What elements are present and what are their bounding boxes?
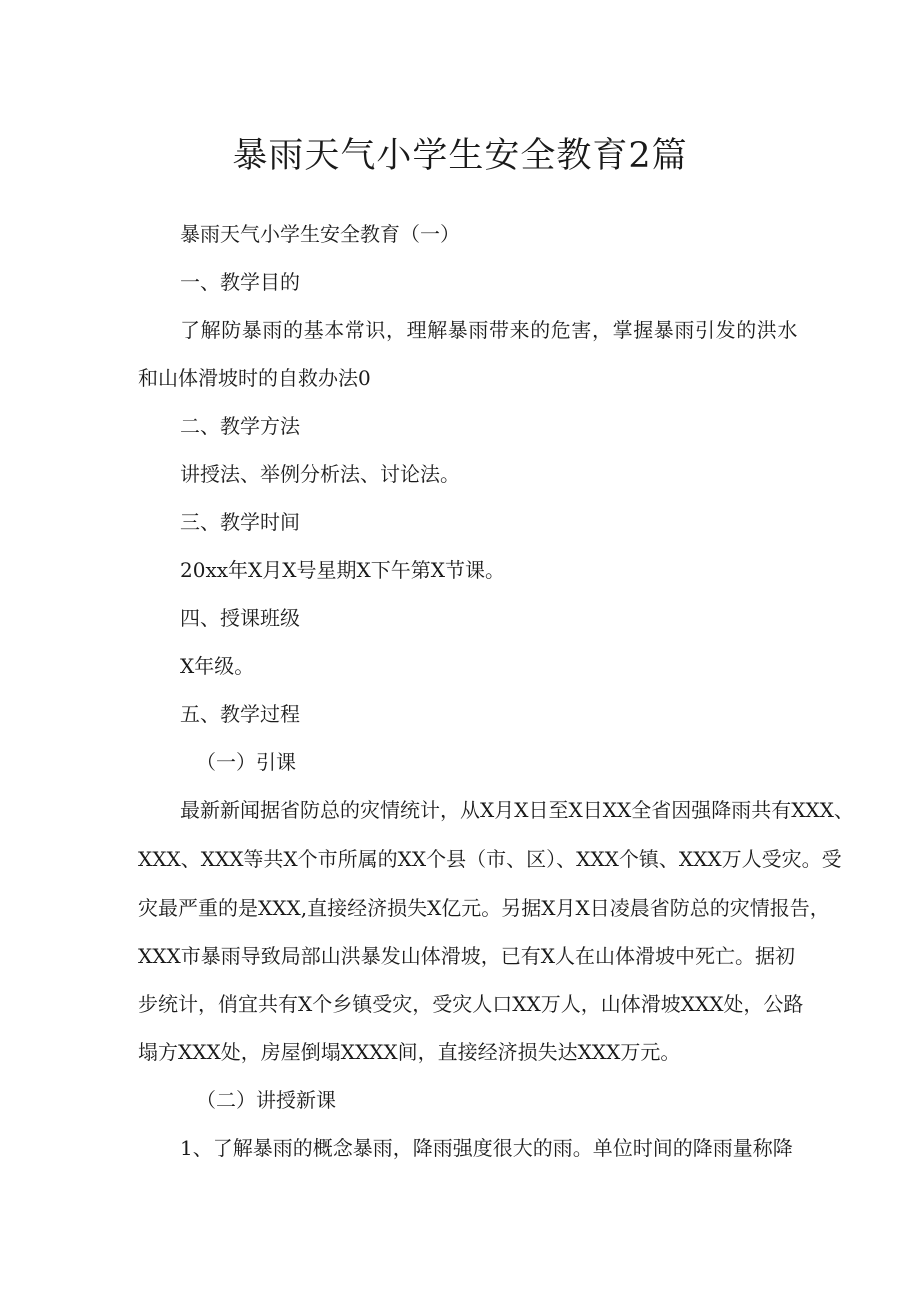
- heading-teaching-time: 三、教学时间: [180, 510, 300, 534]
- paragraph-line: 步统计，俏宜共有X个乡镇受灾，受灾人口XX万人，山体滑坡XXX处，公路: [138, 992, 804, 1016]
- paragraph-line: XXX市暴雨导致局部山洪暴发山体滑坡，已有X人在山体滑坡中死亡。据初: [138, 944, 795, 968]
- heading-class: 四、授课班级: [180, 606, 300, 630]
- document-title: 暴雨天气小学生安全教育2篇: [232, 136, 688, 176]
- paragraph-line: 讲授法、举例分析法、讨论法。: [180, 462, 460, 486]
- section-heading-part-one: 暴雨天气小学生安全教育（一）: [180, 222, 460, 246]
- heading-teaching-method: 二、教学方法: [180, 414, 300, 438]
- heading-teaching-process: 五、教学过程: [180, 702, 300, 726]
- paragraph-line: 塌方XXX处，房屋倒塌XXXX间，直接经济损失达XXX万元。: [138, 1040, 681, 1064]
- paragraph-line: 了解防暴雨的基本常识，理解暴雨带来的危害，掌握暴雨引发的洪水: [180, 318, 798, 342]
- paragraph-line: XXX、XXX等共X个市所属的XX个县（市、区）、XXX个镇、XXX万人受灾。受: [138, 847, 842, 871]
- paragraph-line: 20xx年X月X号星期X下午第X节课。: [180, 558, 505, 582]
- heading-teaching-objective: 一、教学目的: [180, 270, 300, 294]
- paragraph-line: 最新新闻据省防总的灾情统计，从X月X日至X日XX全省因强降雨共有XXX、: [180, 798, 854, 822]
- subheading-introduction: （一）引课: [196, 750, 296, 774]
- paragraph-line: 灾最严重的是XXX,直接经济损失X亿元。另据X月X日凌晨省防总的灾情报告，: [138, 896, 830, 920]
- paragraph-line: X年级。: [180, 654, 255, 678]
- paragraph-line: 和山体滑坡时的自救办法0: [138, 366, 371, 390]
- paragraph-line: 1、了解暴雨的概念暴雨，降雨强度很大的雨。单位时间的降雨量称降: [180, 1136, 793, 1160]
- subheading-new-lesson: （二）讲授新课: [196, 1088, 336, 1112]
